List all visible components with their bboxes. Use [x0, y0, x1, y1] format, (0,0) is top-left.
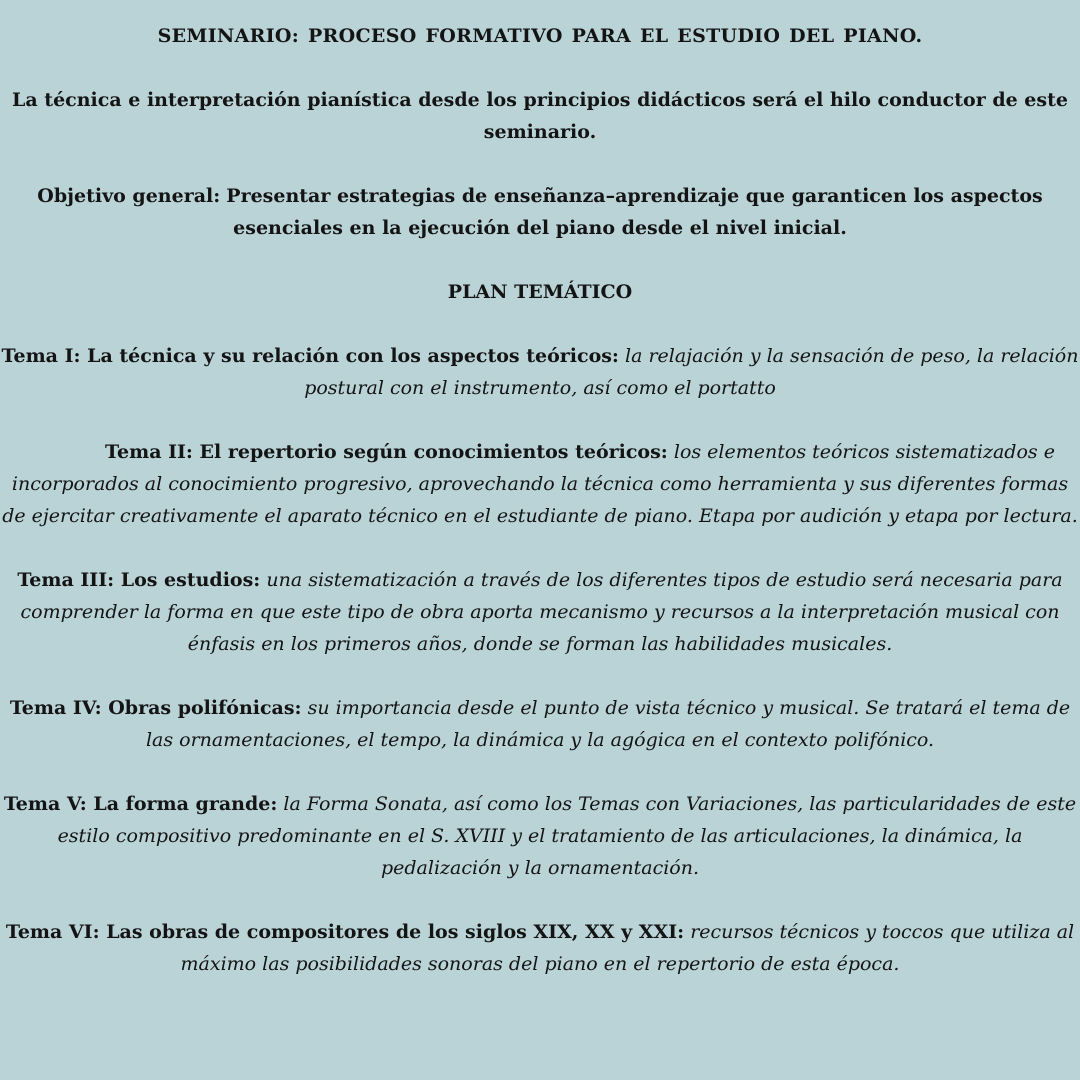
objective-text: Presentar estrategias de enseñanza–aprendizaje que garanticen los aspectos esenciales en la ejecución del piano desde el nivel inicial.: [226, 185, 1043, 239]
page-title: SEMINARIO: PROCESO FORMATIVO PARA EL ESTUDIO DEL PIANO.: [157, 25, 923, 47]
tema-item: [0, 436, 1080, 532]
tema-label: Tema III: Los estudios:: [17, 569, 261, 591]
tema-description: recursos técnicos y toccos que utiliza al máximo las posibilidades sonoras del piano en el repertorio de esta época.: [180, 921, 1075, 975]
tema-label: Tema VI: Las obras de compositores de los siglos XIX, XX y XXI:: [5, 921, 685, 943]
objective-paragraph: [0, 180, 1080, 244]
tema-label: Tema V: La forma grande:: [3, 793, 278, 815]
tema-item: [0, 340, 1080, 404]
tema-description: la Forma Sonata, así como los Temas con Variaciones, las particularidades de este estilo compositivo predominante en el S. XVIII y el tratamiento de las articulaciones, la dinámica, la pedalización y la ornamentación.: [57, 793, 1077, 879]
tema-item: [0, 788, 1080, 884]
plan-title: PLAN TEMÁTICO: [447, 281, 633, 303]
tema-label: Tema II: El repertorio según conocimientos teóricos:: [105, 441, 668, 463]
tema-label: Tema IV: Obras polifónicas:: [9, 697, 302, 719]
tema-description: una sistematización a través de los diferentes tipos de estudio será necesaria para comprender la forma en que este tipo de obra aporta mecanismo y recursos a la interpretación musical con énfasis en los primeros años, donde se forman las habilidades musicales.: [20, 569, 1063, 655]
tema-item: [0, 692, 1080, 756]
tema-description: los elementos teóricos sistematizados e incorporados al conocimiento progresivo, aprovechando la técnica como herramienta y sus diferentes formas de ejercitar creativamente el aparato técnico en el estudiante de piano. Etapa por audición y etapa por lectura.: [2, 441, 1078, 527]
tema-description: la relajación y la sensación de peso, la relación postural con el instrumento, así como el portatto: [304, 345, 1079, 399]
tema-description: su importancia desde el punto de vista técnico y musical. Se tratará el tema de las ornamentaciones, el tempo, la dinámica y la agógica en el contexto polifónico.: [145, 697, 1071, 751]
objective-label: Objetivo general:: [37, 185, 221, 207]
tema-label: Tema I: La técnica y su relación con los aspectos teóricos:: [1, 345, 619, 367]
intro-paragraph: La técnica e interpretación pianística desde los principios didácticos será el hilo conductor de este seminario.: [12, 89, 1068, 143]
tema-item: [0, 916, 1080, 980]
tema-item: [0, 564, 1080, 660]
